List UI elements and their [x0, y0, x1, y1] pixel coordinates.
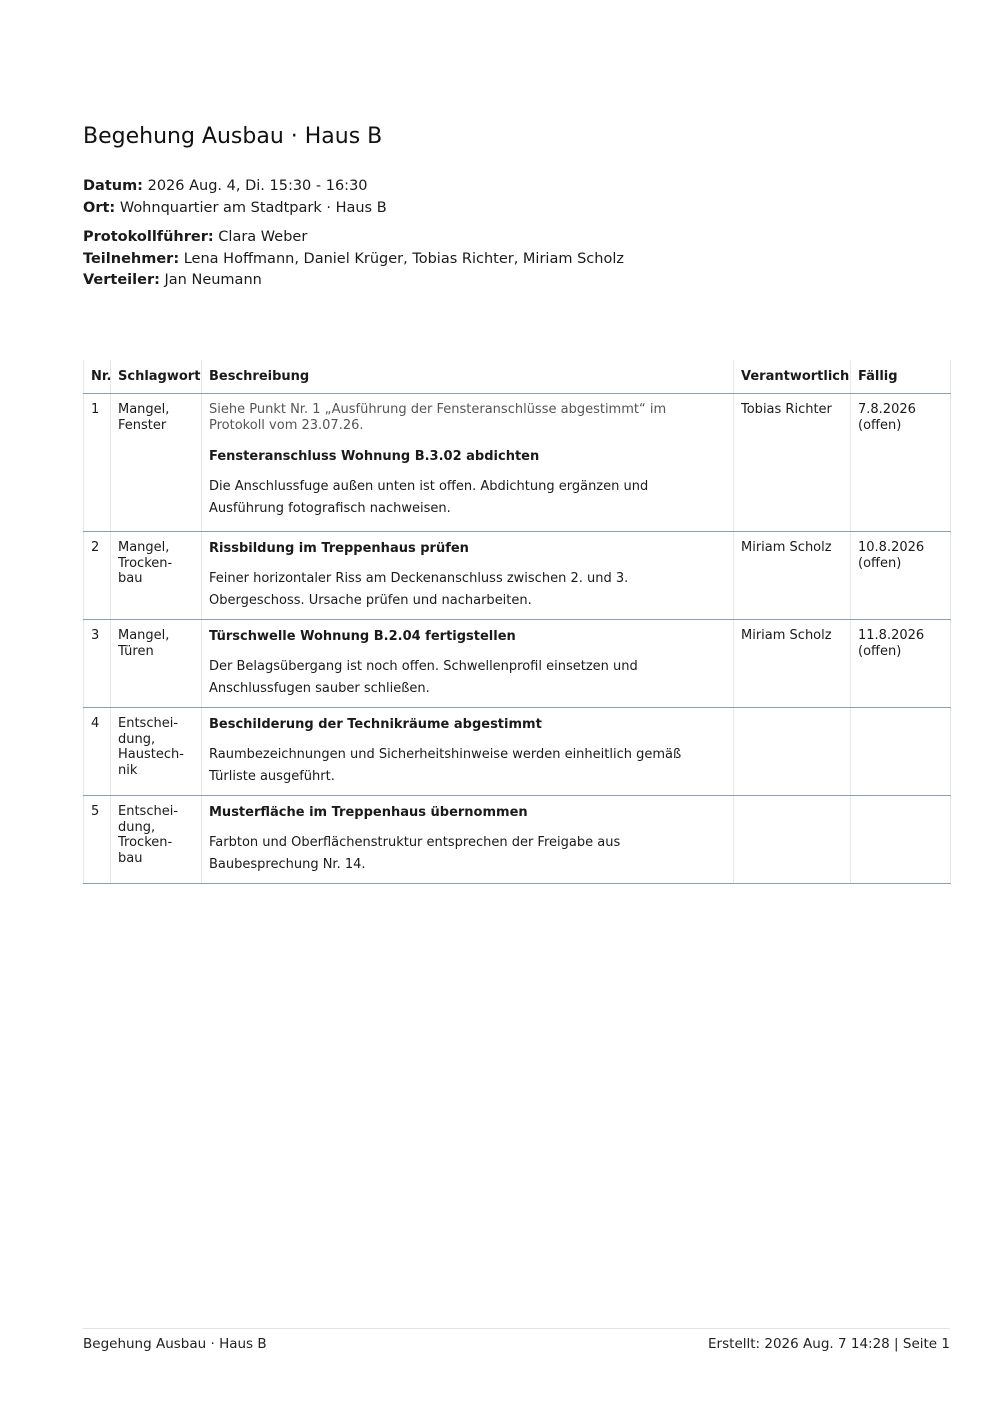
footer-divider — [83, 1328, 950, 1329]
table-row — [84, 796, 951, 884]
cell-beschreibung — [202, 620, 734, 708]
cell-faellig — [851, 394, 951, 532]
cell-beschreibung — [202, 532, 734, 620]
item-title: Rissbildung im Treppenhaus prüfen — [209, 541, 469, 556]
footer-document-title: Begehung Ausbau · Haus B — [83, 1336, 267, 1352]
verteiler-label: Verteiler: — [83, 272, 160, 288]
ort-value: Wohnquartier am Stadtpark · Haus B — [119, 199, 387, 216]
item-description: Der Belagsübergang ist noch offen. Schwellenprofil einsetzen und Anschlussfugen sauber schließen. — [209, 659, 638, 696]
cell-schlagwort — [111, 620, 202, 708]
document-title: Begehung Ausbau · Haus B — [83, 124, 383, 149]
due-date: 10.8.2026 — [858, 540, 925, 555]
cell-faellig — [851, 532, 951, 620]
table-row — [84, 708, 951, 796]
schlagwort-line: Entschei- — [118, 804, 179, 819]
item-reference: Siehe Punkt Nr. 1 „Ausführung der Fensteranschlüsse abgestimmt“ im Protokoll vom 23.07.26. — [209, 402, 667, 433]
item-title: Fensteranschluss Wohnung B.3.02 abdichten — [209, 449, 540, 464]
schlagwort-line: dung, — [118, 819, 156, 835]
table-row — [84, 532, 951, 620]
cell-faellig — [851, 620, 951, 708]
schlagwort-line: Trocken- — [118, 555, 173, 571]
schlagwort-line: Mangel, — [118, 628, 170, 643]
schlagwort-line: dung, — [118, 731, 156, 747]
datum-label: Datum: — [83, 178, 143, 194]
cell-beschreibung — [202, 708, 734, 796]
cell-nr: 3 — [84, 620, 111, 708]
item-description: Raumbezeichnungen und Sicherheitshinweise werden einheitlich gemäß Türliste ausgeführt. — [209, 747, 682, 784]
cell-nr: 1 — [84, 394, 111, 532]
cell-verantwortlich: Miriam Scholz — [734, 620, 851, 708]
schlagwort-line: nik — [118, 762, 138, 778]
due-status: (offen) — [858, 556, 902, 571]
cell-beschreibung — [202, 394, 734, 532]
cell-verantwortlich: Miriam Scholz — [734, 532, 851, 620]
footer-created-page: Erstellt: 2026 Aug. 7 14:28 | Seite 1 — [708, 1336, 950, 1352]
header-beschreibung: Beschreibung — [202, 360, 734, 394]
header-verantwortlich: Verantwortlich — [734, 360, 851, 394]
cell-schlagwort — [111, 796, 202, 884]
items-table — [83, 360, 951, 884]
cell-faellig — [851, 708, 951, 796]
due-status: (offen) — [858, 418, 902, 433]
cell-schlagwort — [111, 532, 202, 620]
table-row — [84, 620, 951, 708]
schlagwort-line: Trocken- — [118, 835, 173, 850]
ort-line — [83, 198, 387, 220]
schlagwort-line: Türen — [118, 643, 154, 659]
teilnehmer-value: Lena Hoffmann, Daniel Krüger, Tobias Richter, Miriam Scholz — [183, 250, 624, 267]
cell-verantwortlich — [734, 796, 851, 884]
schlagwort-line: Mangel, — [118, 402, 170, 417]
verteiler-line — [83, 270, 624, 292]
protokollfuehrer-line — [83, 227, 624, 249]
datum-value: 2026 Aug. 4, Di. 15:30 - 16:30 — [147, 178, 368, 194]
teilnehmer-label: Teilnehmer: — [83, 250, 180, 267]
item-description: Die Anschlussfuge außen unten ist offen. Abdichtung ergänzen und Ausführung fotografisch nachweisen. — [209, 479, 649, 516]
meeting-info — [83, 176, 387, 219]
table-header-row — [84, 360, 951, 394]
schlagwort-line: Haustech- — [118, 747, 184, 762]
header-nr: Nr. — [84, 360, 111, 394]
item-description: Feiner horizontaler Riss am Deckenanschluss zwischen 2. und 3. Obergeschoss. Ursache prüfen und nacharbeiten. — [209, 571, 629, 608]
cell-nr: 5 — [84, 796, 111, 884]
teilnehmer-line — [83, 249, 624, 271]
due-status: (offen) — [858, 644, 902, 659]
item-description: Farbton und Oberflächenstruktur entsprechen der Freigabe aus Baubesprechung Nr. 14. — [209, 835, 621, 872]
schlagwort-line: Fenster — [118, 417, 167, 433]
cell-beschreibung — [202, 796, 734, 884]
protokollfuehrer-label: Protokollführer: — [83, 229, 214, 245]
item-title: Beschilderung der Technikräume abgestimmt — [209, 717, 542, 732]
cell-verantwortlich: Tobias Richter — [734, 394, 851, 532]
verteiler-value: Jan Neumann — [164, 272, 262, 288]
cell-schlagwort — [111, 708, 202, 796]
cell-schlagwort — [111, 394, 202, 532]
header-faellig: Fällig — [851, 360, 951, 394]
due-date: 7.8.2026 — [858, 402, 916, 417]
cell-faellig — [851, 796, 951, 884]
schlagwort-line: bau — [118, 571, 143, 586]
datum-line — [83, 176, 387, 198]
table-row — [84, 394, 951, 532]
item-title: Musterfläche im Treppenhaus übernommen — [209, 805, 528, 820]
protokollfuehrer-value: Clara Weber — [218, 229, 308, 245]
cell-nr: 4 — [84, 708, 111, 796]
item-title: Türschwelle Wohnung B.2.04 fertigstellen — [209, 629, 516, 644]
cell-verantwortlich — [734, 708, 851, 796]
participants-info — [83, 227, 624, 292]
header-schlagwort: Schlagwort — [111, 360, 202, 394]
cell-nr: 2 — [84, 532, 111, 620]
due-date: 11.8.2026 — [858, 628, 925, 643]
ort-label: Ort: — [83, 199, 116, 216]
schlagwort-line: bau — [118, 850, 143, 866]
schlagwort-line: Entschei- — [118, 716, 179, 731]
schlagwort-line: Mangel, — [118, 540, 170, 555]
